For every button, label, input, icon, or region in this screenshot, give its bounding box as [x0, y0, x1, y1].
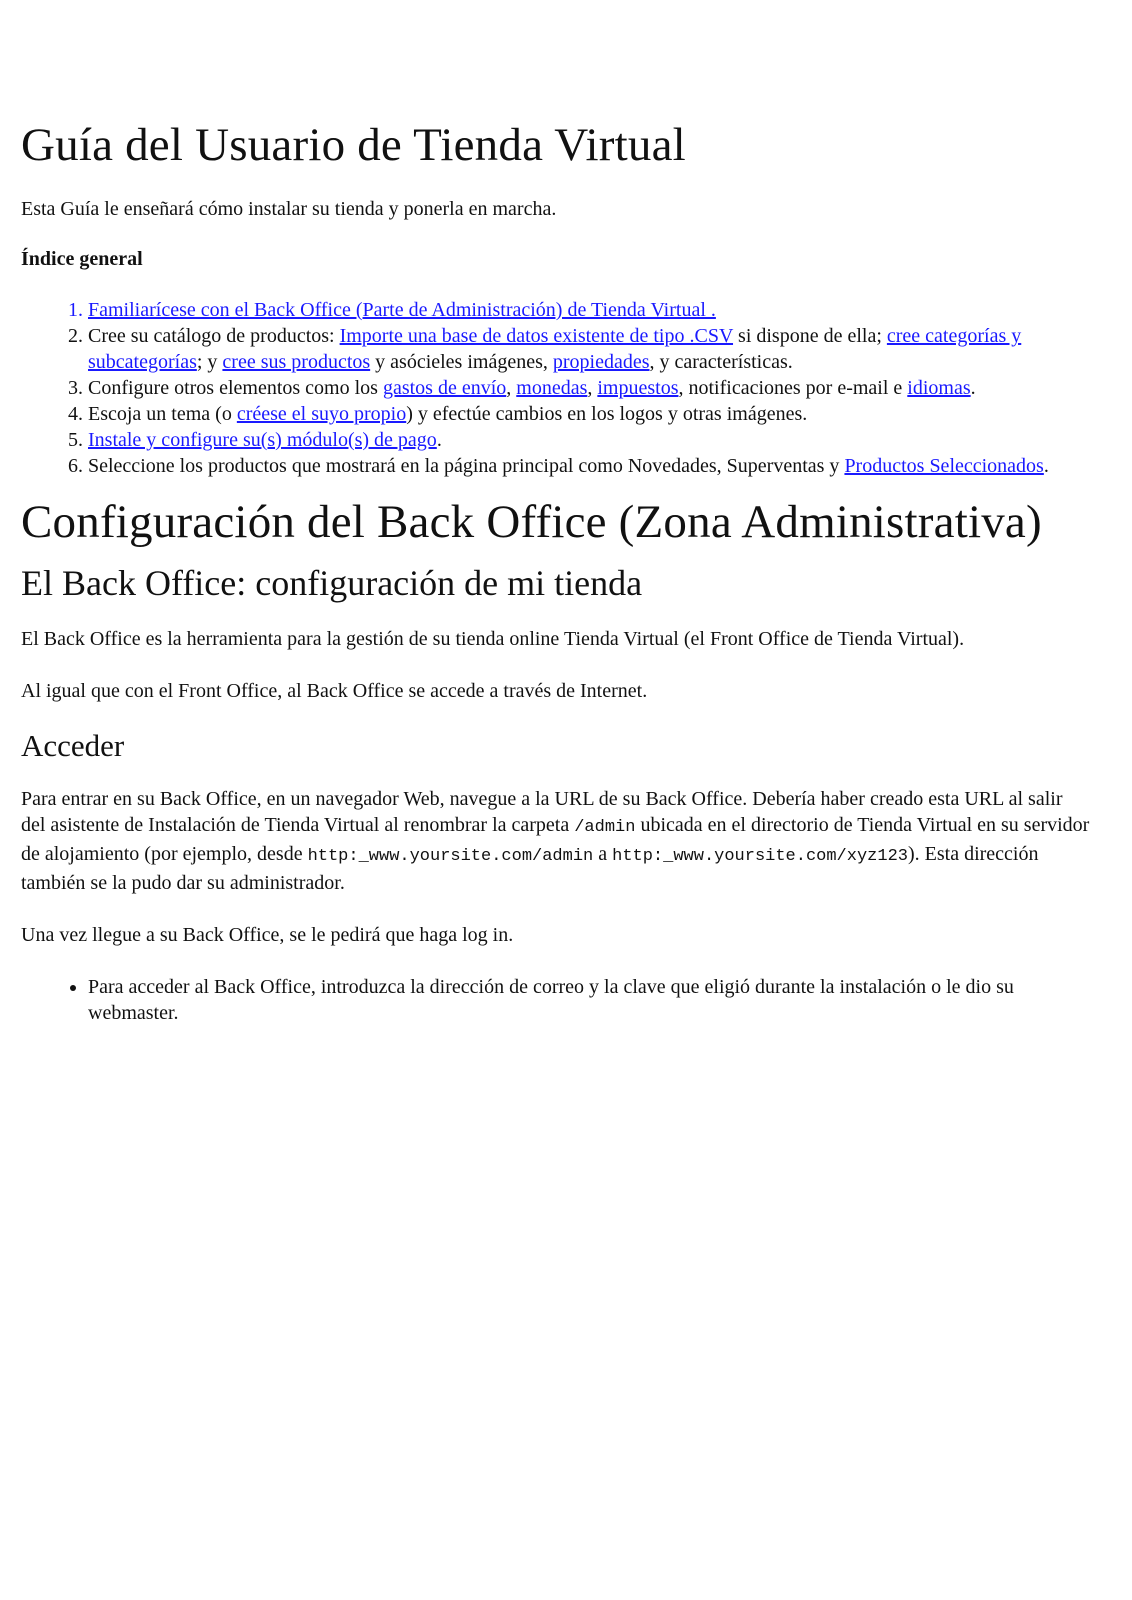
toc-link-currencies[interactable]: monedas	[516, 377, 588, 400]
intro-paragraph: Esta Guía le enseñará cómo instalar su tienda y ponerla en marcha.	[21, 198, 557, 221]
toc-link-featured[interactable]: Productos Seleccionados	[844, 455, 1044, 478]
paragraph	[21, 786, 1091, 896]
toc-text: ,	[587, 377, 598, 400]
toc-text: Configure otros elementos como los	[88, 377, 383, 400]
paragraph: Al igual que con el Front Office, al Back Office se accede a través de Internet.	[21, 680, 648, 703]
toc-item	[88, 375, 1091, 401]
code-url-admin: http:_www.yoursite.com/admin	[307, 847, 594, 867]
toc-item	[88, 453, 1091, 479]
section-title: Configuración del Back Office (Zona Administrativa)	[21, 496, 1042, 549]
list-item: • Para acceder al Back Office, introduzca la dirección de correo y la clave que eligió durante la instalación o le dio su webmaster.	[88, 974, 1091, 1026]
toc-text: ; y	[196, 351, 223, 374]
text: a	[593, 843, 613, 866]
code-admin: /admin	[574, 818, 636, 838]
toc-item	[88, 297, 1091, 323]
code-url-xyz: http:_www.yoursite.com/xyz123	[612, 847, 908, 867]
toc-heading: Índice general	[21, 248, 143, 271]
toc-text: .	[970, 377, 976, 400]
toc-item	[88, 323, 1091, 375]
text: ). Esta dirección también se la pudo dar su administrador.	[21, 843, 1039, 895]
toc-link-taxes[interactable]: impuestos	[597, 377, 679, 400]
toc-text: , y características.	[649, 351, 793, 374]
toc-link-payment[interactable]: Instale y configure su(s) módulo(s) de pago	[88, 429, 437, 452]
toc-link-languages[interactable]: idiomas	[907, 377, 971, 400]
text: Para entrar en su Back Office, en un navegador Web, navegue a la URL de su Back Office. Debería haber creado esta URL al salir del asistente de Instalación de Tienda Virtual al renombrar la carpeta	[21, 788, 1063, 837]
toc-text: .	[436, 429, 442, 452]
toc-link-properties[interactable]: propiedades	[552, 351, 650, 374]
toc-text: Escoja un tema (o	[88, 403, 237, 426]
bullet-list	[21, 974, 1091, 1026]
toc-text: Cree su catálogo de productos:	[88, 325, 340, 348]
text: ubicada en el directorio de Tienda Virtual en su servidor de alojamiento (por ejemplo, desde	[21, 814, 1090, 866]
toc-item	[88, 401, 1091, 427]
toc-link-products[interactable]: cree sus productos	[222, 351, 371, 374]
toc-link-theme[interactable]: créese el suyo propio	[236, 403, 407, 426]
toc-text: ) y efectúe cambios en los logos y otras imágenes.	[406, 403, 808, 426]
toc-text: Seleccione los productos que mostrará en la página principal como Novedades, Superventas y	[88, 455, 845, 478]
toc-link-shipping[interactable]: gastos de envío	[382, 377, 507, 400]
toc-item	[88, 427, 1091, 453]
document-page	[21, 118, 1091, 1026]
paragraph: El Back Office es la herramienta para la gestión de su tienda online Tienda Virtual (el Front Office de Tienda Virtual).	[21, 628, 965, 651]
toc-list	[21, 297, 1091, 479]
paragraph: Una vez llegue a su Back Office, se le pedirá que haga log in.	[21, 924, 514, 947]
section-subtitle: El Back Office: configuración de mi tienda	[21, 563, 643, 604]
toc-link-import-csv[interactable]: Importe una base de datos existente de tipo .CSV	[339, 325, 734, 348]
toc-text: si dispone de ella;	[733, 325, 887, 348]
acceder-heading: Acceder	[21, 728, 125, 764]
toc-text: , notificaciones por e-mail e	[678, 377, 908, 400]
toc-text: .	[1043, 455, 1049, 478]
toc-text: ,	[506, 377, 517, 400]
page-title: Guía del Usuario de Tienda Virtual	[21, 119, 686, 171]
toc-text: y asócieles imágenes,	[370, 351, 553, 374]
toc-link-categories[interactable]: cree categorías y subcategorías	[88, 325, 1022, 374]
toc-link-back-office[interactable]: Familiarícese con el Back Office (Parte de Administración) de Tienda Virtual .	[88, 299, 716, 322]
